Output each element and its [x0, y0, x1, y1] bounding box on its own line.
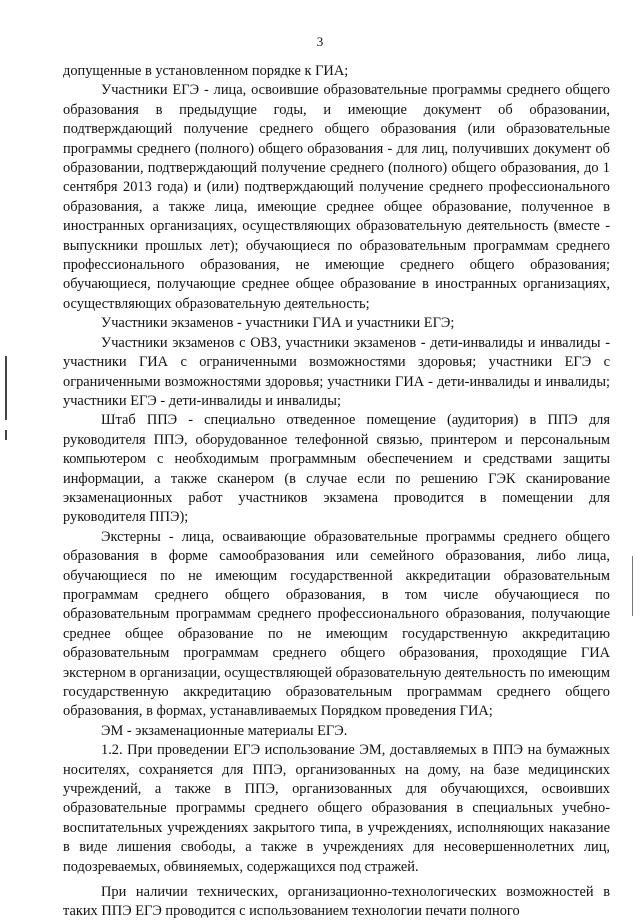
- scan-artifact-mark: [632, 556, 633, 616]
- paragraph-em-definition: ЭМ - экзаменационные материалы ЕГЭ.: [101, 722, 348, 739]
- paragraph-exam-participants: Участники экзаменов - участники ГИА и участники ЕГЭ;: [101, 315, 455, 332]
- scan-artifact-mark: [5, 430, 7, 440]
- paragraph-ege-participants: Участники ЕГЭ - лица, освоившие образовательные программы среднего общего образования в предыдущие годы, и имеющие документ об образовании, подтверждающий получение среднего общего образования (или образовательные программы среднего (полного) общего образования - для лиц, получивших документ об образовании, подтверждающий получение среднего (полного) общего образования, до 1 сентября 2013 года) и (или) подтверждающий получение среднего профессионального образования, а также лица, имеющие среднее общее образование, полученное в иностранных организациях, осуществляющих образовательную деятельность (вместе - выпускники прошлых лет); обучающиеся по образовательным программам среднего профессионального образования, не имеющие среднего общего образования; обучающиеся, получающие среднее общее образование в иностранных организациях, осуществляющих образовательную деятельность;: [63, 82, 610, 312]
- paragraph-technical-capabilities: При наличии технических, организационно-технологических возможностей в таких ППЭ ЕГЭ проводится с использованием технологии печати полного: [63, 884, 610, 920]
- document-body: [63, 62, 610, 922]
- scan-artifact-mark: [5, 356, 7, 420]
- paragraph-participants-ovz: Участники экзаменов с ОВЗ, участники экзаменов - дети-инвалиды и инвалиды - участники ГИА с ограниченными возможностями здоровья; участники ЕГЭ с ограниченными возможностями здоровья; участники ГИА - дети-инвалиды и инвалиды; участники ЕГЭ - дети-инвалиды и инвалиды;: [63, 334, 610, 409]
- paragraph-section-1-2: 1.2. При проведении ЕГЭ использование ЭМ, доставляемых в ППЭ на бумажных носителях, сохраняется для ППЭ, организованных на дому, на базе медицинских учреждений, а также в ППЭ, организованных для обучающихся, освоивших образовательные программы среднего общего образования в специальных учебно-воспитательных учреждениях закрытого типа, в учреждениях, исполняющих наказание в виде лишения свободы, а также в учреждениях для несовершеннолетних лиц, подозреваемых, обвиняемых, содержащихся под стражей.: [63, 742, 610, 875]
- paragraph-gia-admission-end: допущенные в установленном порядке к ГИА;: [63, 63, 349, 79]
- paragraph-externs: Экстерны - лица, осваивающие образовательные программы среднего общего образования в форме самообразования или семейного образования, либо лица, обучающиеся по не имеющим государственной аккредитации образовательным программам среднего общего образования, в том числе обучающиеся по образовательным программам среднего профессионального образования, получающие среднее общее образование по не имеющим государственную аккредитацию образовательным программам среднего общего образования, проходящие ГИА экстерном в организации, осуществляющей образовательную деятельность по имеющим государственную аккредитацию образовательным программам среднего общего образования, в формах, устанавливаемых Порядком проведения ГИА;: [63, 528, 610, 720]
- page-number: 3: [316, 34, 324, 49]
- paragraph-ppe-headquarters: Штаб ППЭ - специально отведенное помещение (аудитория) в ППЭ для руководителя ППЭ, оборудованное телефонной связью, принтером и персональным компьютером с необходимым программным обеспечением и средствами защиты информации, а также сканером (в случае если по решению ГЭК сканирование экзаменационных работ участников экзамена проводится в помещении для руководителя ППЭ);: [63, 412, 610, 526]
